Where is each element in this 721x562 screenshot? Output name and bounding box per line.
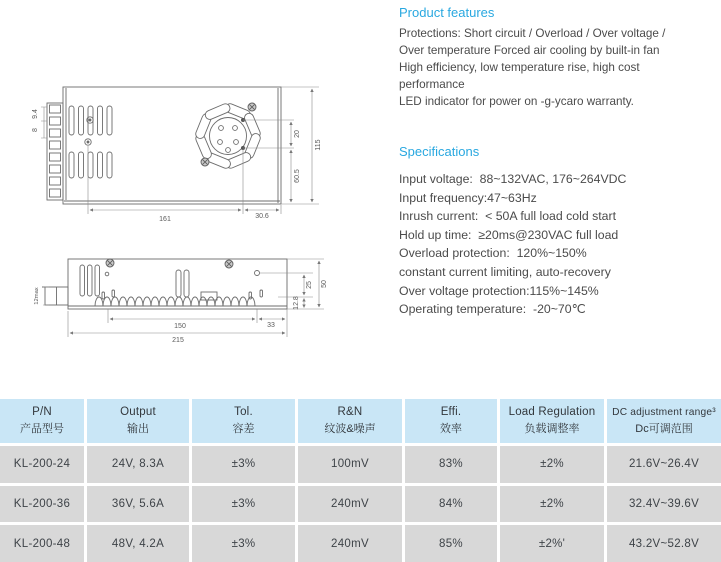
dim-label-161: 161 <box>159 216 171 223</box>
screw-icon <box>201 158 209 166</box>
cell-dc-range: 32.4V~39.6V <box>607 486 721 523</box>
cell-pn: KL-200-48 <box>0 525 84 562</box>
cell-dc-range: 43.2V~52.8V <box>607 525 721 562</box>
fin-strip <box>95 297 255 306</box>
output-connector <box>42 287 68 305</box>
feature-line: performance <box>399 78 465 91</box>
spec-line: Input frequency:47~63Hz <box>399 190 537 205</box>
col-header-pn: P/N 产品型号 <box>0 399 84 443</box>
product-features-section <box>399 5 721 110</box>
cell-tol: ±3% <box>192 446 295 483</box>
dim-label-150: 150 <box>174 323 186 330</box>
cell-rn: 100mV <box>298 446 402 483</box>
screw-icon <box>225 260 233 268</box>
dim-label-30-6: 30.6 <box>255 213 269 220</box>
cell-load-reg: ±2%' <box>500 525 604 562</box>
feature-line: Protections: Short circuit / Overload / Over voltage / <box>399 27 666 40</box>
spec-line: constant current limiting, auto-recovery <box>399 264 611 279</box>
feature-line: LED indicator for power on -g-ycaro warranty. <box>399 95 634 108</box>
top-view-chassis <box>47 87 281 204</box>
cell-effi: 84% <box>405 486 497 523</box>
cell-tol: ±3% <box>192 486 295 523</box>
cell-output: 36V, 5.6A <box>87 486 189 523</box>
dim-label-8: 8 <box>32 128 39 132</box>
dim-label-115: 115 <box>315 139 322 151</box>
spec-line: Over voltage protection:115%~145% <box>399 283 599 298</box>
screw-icon <box>106 259 114 267</box>
cell-effi: 83% <box>405 446 497 483</box>
cell-load-reg: ±2% <box>500 486 604 523</box>
spec-line: Overload protection: 120%~150% <box>399 246 587 261</box>
col-header-load-regulation: Load Regulation 负载调整率 <box>500 399 604 443</box>
specifications-section <box>399 144 721 319</box>
dim-label-33: 33 <box>267 322 275 329</box>
cell-rn: 240mV <box>298 486 402 523</box>
spec-line: Hold up time: ≥20ms@230VAC full load <box>399 227 619 242</box>
col-header-dc-range: DC adjustment range³ Dc可调范围 <box>607 399 721 443</box>
spec-line: Inrush current: < 50A full load cold start <box>399 209 617 224</box>
cell-effi: 85% <box>405 525 497 562</box>
top-view-drawing <box>28 83 328 233</box>
side-view-drawing <box>28 245 338 350</box>
cell-output: 24V, 8.3A <box>87 446 189 483</box>
cell-pn: KL-200-24 <box>0 446 84 483</box>
cell-output: 48V, 4.2A <box>87 525 189 562</box>
col-header-effi: Effi. 效率 <box>405 399 497 443</box>
screw-icon <box>248 103 256 111</box>
col-header-output: Output 输出 <box>87 399 189 443</box>
dim-label-9-4: 9.4 <box>32 109 39 119</box>
dim-label-215: 215 <box>172 337 184 344</box>
col-header-tol: Tol. 容差 <box>192 399 295 443</box>
cell-load-reg: ±2% <box>500 446 604 483</box>
cell-dc-range: 21.6V~26.4V <box>607 446 721 483</box>
cell-tol: ±3% <box>192 525 295 562</box>
model-spec-table <box>0 399 721 562</box>
col-header-rn: R&N 纹波&噪声 <box>298 399 402 443</box>
dim-label-12-8: 12.8 <box>293 296 300 310</box>
side-view-chassis <box>42 259 287 309</box>
dim-label-60-5: 60.5 <box>294 169 301 183</box>
spec-line: Input voltage: 88~132VAC, 176~264VDC <box>399 172 627 186</box>
feature-line: Over temperature Forced air cooling by built-in fan <box>399 44 660 57</box>
spec-line: Operating temperature: -20~70℃ <box>399 302 586 317</box>
specifications-title: Specifications <box>399 144 480 159</box>
dim-label-12max: 12max <box>34 287 40 305</box>
product-features-title: Product features <box>399 5 495 20</box>
dim-label-25: 25 <box>306 281 313 289</box>
dim-label-20: 20 <box>294 130 301 138</box>
dim-label-50: 50 <box>321 280 328 288</box>
cell-pn: KL-200-36 <box>0 486 84 523</box>
feature-line: High efficiency, low temperature rise, high cost <box>399 61 640 74</box>
cell-rn: 240mV <box>298 525 402 562</box>
